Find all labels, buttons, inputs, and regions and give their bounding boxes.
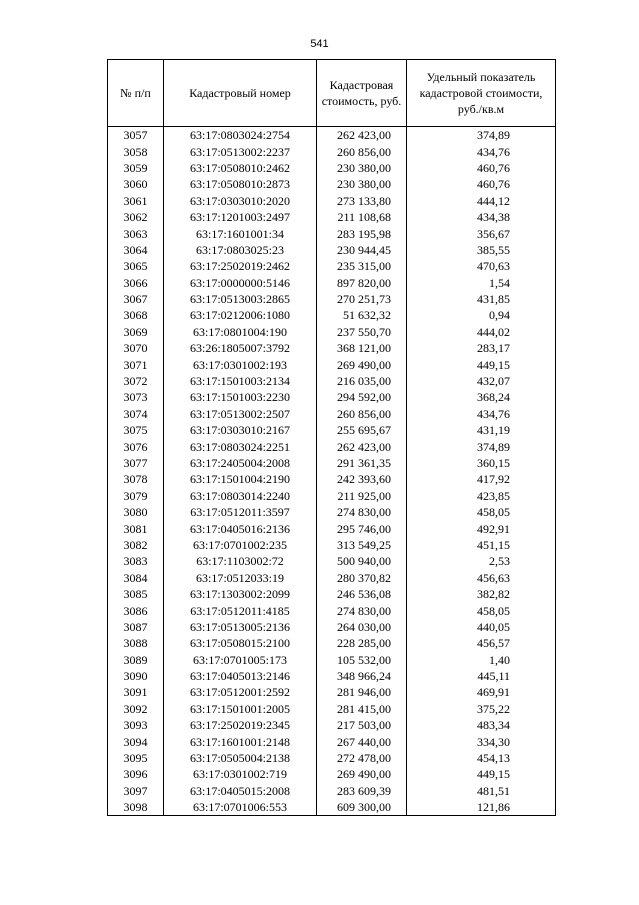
cadastral-value: 217 503,00 (317, 717, 407, 733)
cadastral-number: 63:17:1303002:2099 (164, 586, 317, 602)
cadastral-number: 63:17:0701002:235 (164, 537, 317, 553)
specific-value: 0,94 (407, 307, 556, 323)
table-row (108, 291, 556, 307)
row-number: 3094 (108, 733, 164, 749)
cadastral-value: 230 380,00 (317, 160, 407, 176)
row-number: 3059 (108, 160, 164, 176)
cadastral-number: 63:17:0513003:2865 (164, 291, 317, 307)
table-row (108, 176, 556, 192)
specific-value: 432,07 (407, 373, 556, 389)
table-row (108, 340, 556, 356)
row-number: 3064 (108, 242, 164, 258)
table-row (108, 242, 556, 258)
cadastral-value: 291 361,35 (317, 455, 407, 471)
table-row (108, 668, 556, 684)
cadastral-value: 272 478,00 (317, 750, 407, 766)
specific-value: 121,86 (407, 799, 556, 816)
specific-value: 481,51 (407, 783, 556, 799)
cadastral-value: 242 393,60 (317, 471, 407, 487)
row-number: 3068 (108, 307, 164, 323)
row-number: 3078 (108, 471, 164, 487)
table-row (108, 602, 556, 618)
table-body (108, 127, 556, 816)
table-row (108, 766, 556, 782)
cadastral-number: 63:17:1201003:2497 (164, 209, 317, 225)
row-number: 3093 (108, 717, 164, 733)
row-number: 3057 (108, 127, 164, 144)
table-row (108, 586, 556, 602)
table-row (108, 471, 556, 487)
cadastral-value: 273 133,80 (317, 193, 407, 209)
table-row (108, 356, 556, 372)
cadastral-value: 230 944,45 (317, 242, 407, 258)
cadastral-value: 51 632,32 (317, 307, 407, 323)
cadastral-value: 270 251,73 (317, 291, 407, 307)
table-row (108, 389, 556, 405)
cadastral-value: 264 030,00 (317, 619, 407, 635)
cadastral-number: 63:17:0508015:2100 (164, 635, 317, 651)
row-number: 3076 (108, 438, 164, 454)
cadastral-number: 63:17:0801004:190 (164, 324, 317, 340)
cadastral-number: 63:17:1601001:2148 (164, 733, 317, 749)
cadastral-value: 237 550,70 (317, 324, 407, 340)
specific-value: 360,15 (407, 455, 556, 471)
row-number: 3088 (108, 635, 164, 651)
table-row (108, 553, 556, 569)
row-number: 3080 (108, 504, 164, 520)
cadastral-number: 63:17:0701006:553 (164, 799, 317, 816)
specific-value: 440,05 (407, 619, 556, 635)
table-row (108, 684, 556, 700)
specific-value: 444,02 (407, 324, 556, 340)
cadastral-number: 63:17:0000000:5146 (164, 275, 317, 291)
page-number: 541 (310, 38, 329, 50)
cadastral-value: 216 035,00 (317, 373, 407, 389)
cadastral-number: 63:17:0508010:2873 (164, 176, 317, 192)
specific-value: 458,05 (407, 504, 556, 520)
row-number: 3091 (108, 684, 164, 700)
specific-value: 434,76 (407, 143, 556, 159)
table-row (108, 635, 556, 651)
table-row (108, 193, 556, 209)
header-cadastral-number: Кадастровый номер (164, 60, 317, 127)
specific-value: 356,67 (407, 225, 556, 241)
table-row (108, 783, 556, 799)
cadastral-value: 295 746,00 (317, 520, 407, 536)
row-number: 3089 (108, 652, 164, 668)
cadastral-value: 281 415,00 (317, 701, 407, 717)
table-row (108, 750, 556, 766)
cadastral-number: 63:17:0512001:2592 (164, 684, 317, 700)
table-row (108, 127, 556, 144)
cadastral-number: 63:17:1501003:2134 (164, 373, 317, 389)
cadastral-number: 63:26:1805007:3792 (164, 340, 317, 356)
row-number: 3069 (108, 324, 164, 340)
row-number: 3083 (108, 553, 164, 569)
specific-value: 382,82 (407, 586, 556, 602)
specific-value: 449,15 (407, 766, 556, 782)
specific-value: 456,57 (407, 635, 556, 651)
cadastral-value: 262 423,00 (317, 127, 407, 144)
table-row (108, 537, 556, 553)
cadastral-number: 63:17:0513002:2507 (164, 406, 317, 422)
cadastral-number: 63:17:0505004:2138 (164, 750, 317, 766)
header-specific-value: Удельный показатель кадастровой стоимости, руб./кв.м (407, 60, 556, 127)
table-row (108, 373, 556, 389)
cadastral-value: 283 195,98 (317, 225, 407, 241)
row-number: 3065 (108, 258, 164, 274)
row-number: 3060 (108, 176, 164, 192)
cadastral-number: 63:17:0512011:3597 (164, 504, 317, 520)
table-row (108, 406, 556, 422)
row-number: 3082 (108, 537, 164, 553)
cadastral-number: 63:17:0301002:719 (164, 766, 317, 782)
cadastral-number: 63:17:1103002:72 (164, 553, 317, 569)
cadastral-number: 63:17:0803024:2251 (164, 438, 317, 454)
specific-value: 483,34 (407, 717, 556, 733)
cadastral-value: 211 108,68 (317, 209, 407, 225)
table-row (108, 652, 556, 668)
cadastral-value: 609 300,00 (317, 799, 407, 816)
cadastral-number: 63:17:0405015:2008 (164, 783, 317, 799)
row-number: 3071 (108, 356, 164, 372)
specific-value: 374,89 (407, 127, 556, 144)
cadastral-value: 260 856,00 (317, 143, 407, 159)
table-row (108, 570, 556, 586)
cadastral-value: 274 830,00 (317, 602, 407, 618)
cadastral-number: 63:17:2502019:2462 (164, 258, 317, 274)
specific-value: 470,63 (407, 258, 556, 274)
row-number: 3079 (108, 488, 164, 504)
specific-value: 423,85 (407, 488, 556, 504)
table-row (108, 455, 556, 471)
specific-value: 451,15 (407, 537, 556, 553)
cadastral-value: 211 925,00 (317, 488, 407, 504)
cadastral-number: 63:17:1501001:2005 (164, 701, 317, 717)
table-row (108, 225, 556, 241)
specific-value: 417,92 (407, 471, 556, 487)
row-number: 3061 (108, 193, 164, 209)
specific-value: 458,05 (407, 602, 556, 618)
cadastral-value: 313 549,25 (317, 537, 407, 553)
specific-value: 460,76 (407, 160, 556, 176)
cadastral-value: 255 695,67 (317, 422, 407, 438)
row-number: 3086 (108, 602, 164, 618)
row-number: 3085 (108, 586, 164, 602)
table-header-row (108, 60, 556, 127)
row-number: 3095 (108, 750, 164, 766)
row-number: 3067 (108, 291, 164, 307)
cadastral-value: 500 940,00 (317, 553, 407, 569)
specific-value: 374,89 (407, 438, 556, 454)
row-number: 3063 (108, 225, 164, 241)
cadastral-value: 283 609,39 (317, 783, 407, 799)
row-number: 3062 (108, 209, 164, 225)
cadastral-value: 260 856,00 (317, 406, 407, 422)
table-row (108, 799, 556, 816)
specific-value: 431,19 (407, 422, 556, 438)
table-row (108, 733, 556, 749)
specific-value: 385,55 (407, 242, 556, 258)
row-number: 3084 (108, 570, 164, 586)
row-number: 3075 (108, 422, 164, 438)
row-number: 3092 (108, 701, 164, 717)
cadastral-value: 262 423,00 (317, 438, 407, 454)
cadastral-number: 63:17:0405016:2136 (164, 520, 317, 536)
cadastral-number: 63:17:0512011:4185 (164, 602, 317, 618)
table-row (108, 717, 556, 733)
cadastral-number: 63:17:1601001:34 (164, 225, 317, 241)
cadastral-number: 63:17:0513002:2237 (164, 143, 317, 159)
cadastral-number: 63:17:0701005:173 (164, 652, 317, 668)
row-number: 3090 (108, 668, 164, 684)
specific-value: 1,40 (407, 652, 556, 668)
cadastral-number: 63:17:1501004:2190 (164, 471, 317, 487)
specific-value: 334,30 (407, 733, 556, 749)
cadastral-value: 269 490,00 (317, 766, 407, 782)
row-number: 3074 (108, 406, 164, 422)
table-row (108, 504, 556, 520)
cadastral-number: 63:17:1501003:2230 (164, 389, 317, 405)
cadastral-table (107, 59, 556, 816)
specific-value: 375,22 (407, 701, 556, 717)
cadastral-number: 63:17:0508010:2462 (164, 160, 317, 176)
header-number: № п/п (108, 60, 164, 127)
specific-value: 469,91 (407, 684, 556, 700)
cadastral-value: 274 830,00 (317, 504, 407, 520)
row-number: 3087 (108, 619, 164, 635)
cadastral-number: 63:17:0212006:1080 (164, 307, 317, 323)
specific-value: 283,17 (407, 340, 556, 356)
table-row (108, 307, 556, 323)
specific-value: 2,53 (407, 553, 556, 569)
specific-value: 434,38 (407, 209, 556, 225)
cadastral-value: 294 592,00 (317, 389, 407, 405)
cadastral-value: 230 380,00 (317, 176, 407, 192)
specific-value: 454,13 (407, 750, 556, 766)
row-number: 3096 (108, 766, 164, 782)
cadastral-number: 63:17:0803024:2754 (164, 127, 317, 144)
cadastral-value: 228 285,00 (317, 635, 407, 651)
specific-value: 449,15 (407, 356, 556, 372)
cadastral-value: 281 946,00 (317, 684, 407, 700)
row-number: 3077 (108, 455, 164, 471)
row-number: 3097 (108, 783, 164, 799)
cadastral-number: 63:17:0803025:23 (164, 242, 317, 258)
specific-value: 492,91 (407, 520, 556, 536)
cadastral-value: 368 121,00 (317, 340, 407, 356)
cadastral-value: 269 490,00 (317, 356, 407, 372)
table-row (108, 324, 556, 340)
specific-value: 456,63 (407, 570, 556, 586)
header-cadastral-value: Кадастровая стоимость, руб. (317, 60, 407, 127)
cadastral-value: 348 966,24 (317, 668, 407, 684)
cadastral-value: 235 315,00 (317, 258, 407, 274)
specific-value: 444,12 (407, 193, 556, 209)
row-number: 3058 (108, 143, 164, 159)
cadastral-number: 63:17:2502019:2345 (164, 717, 317, 733)
table-row (108, 422, 556, 438)
table-row (108, 488, 556, 504)
cadastral-number: 63:17:0303010:2167 (164, 422, 317, 438)
table-row (108, 438, 556, 454)
specific-value: 1,54 (407, 275, 556, 291)
cadastral-value: 897 820,00 (317, 275, 407, 291)
table-row (108, 619, 556, 635)
cadastral-value: 105 532,00 (317, 652, 407, 668)
cadastral-value: 246 536,08 (317, 586, 407, 602)
specific-value: 368,24 (407, 389, 556, 405)
cadastral-number: 63:17:0512033:19 (164, 570, 317, 586)
specific-value: 431,85 (407, 291, 556, 307)
table-row (108, 143, 556, 159)
cadastral-number: 63:17:0803014:2240 (164, 488, 317, 504)
cadastral-value: 267 440,00 (317, 733, 407, 749)
row-number: 3066 (108, 275, 164, 291)
table-row (108, 209, 556, 225)
table-row (108, 275, 556, 291)
table-row (108, 258, 556, 274)
specific-value: 434,76 (407, 406, 556, 422)
row-number: 3081 (108, 520, 164, 536)
cadastral-number: 63:17:0405013:2146 (164, 668, 317, 684)
specific-value: 445,11 (407, 668, 556, 684)
table-row (108, 520, 556, 536)
row-number: 3070 (108, 340, 164, 356)
cadastral-value: 280 370,82 (317, 570, 407, 586)
specific-value: 460,76 (407, 176, 556, 192)
cadastral-number: 63:17:0301002:193 (164, 356, 317, 372)
row-number: 3072 (108, 373, 164, 389)
row-number: 3073 (108, 389, 164, 405)
cadastral-number: 63:17:2405004:2008 (164, 455, 317, 471)
table-row (108, 160, 556, 176)
cadastral-number: 63:17:0303010:2020 (164, 193, 317, 209)
table-row (108, 701, 556, 717)
cadastral-number: 63:17:0513005:2136 (164, 619, 317, 635)
row-number: 3098 (108, 799, 164, 816)
